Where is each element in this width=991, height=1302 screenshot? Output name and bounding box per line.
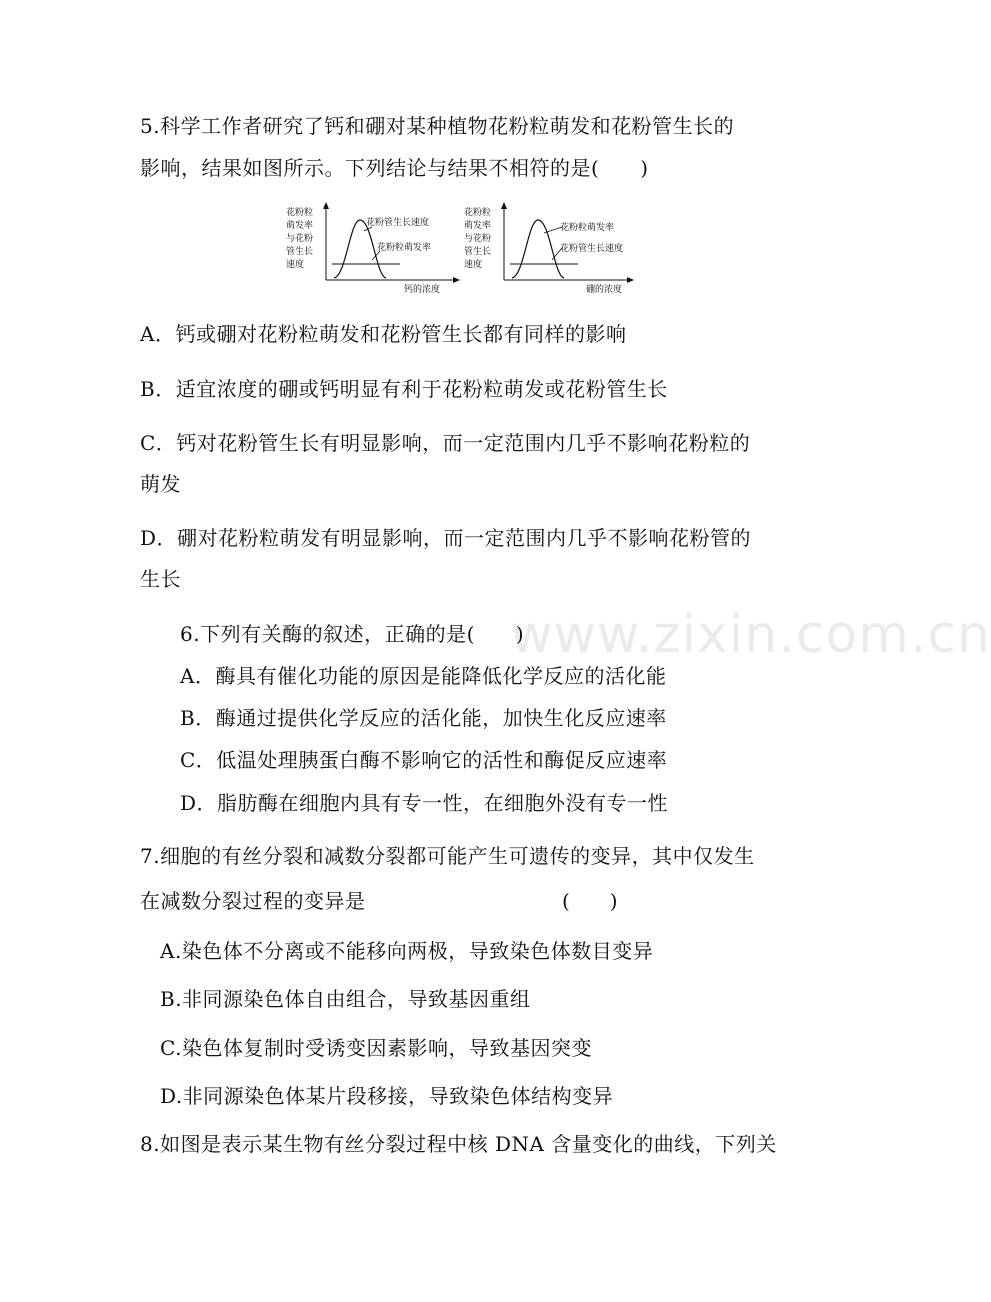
q5-figure-right-panel — [464, 202, 634, 295]
q5-stem-line2: 影响，结果如图所示。下列结论与结果不相符的是( ) — [140, 156, 649, 180]
q5-option-c-line1: C．钙对花粉管生长有明显影响，而一定范围内几乎不影响花粉粒的 — [140, 431, 751, 455]
right-y-arrow — [501, 202, 507, 209]
right-xlabel: 硼的浓度 — [586, 285, 623, 295]
q6-option-d: D．脂肪酶在细胞内具有专一性，在细胞外没有专一性 — [180, 791, 669, 815]
q7-stem-line1: 7.细胞的有丝分裂和减数分裂都可能产生可遗传的变异，其中仅发生 — [140, 844, 755, 868]
q5-figure-left-panel — [286, 202, 460, 295]
q5-option-b: B．适宜浓度的硼或钙明显有利于花粉粒萌发或花粉管生长 — [140, 377, 668, 401]
right-ylabel-5: 速度 — [464, 260, 483, 270]
left-ylabel-1: 花粉粒 — [286, 208, 314, 218]
q6-option-a: A．酶具有催化功能的原因是能降低化学反应的活化能 — [180, 664, 667, 688]
q7-option-b: B.非同源染色体自由组合，导致基因重组 — [160, 987, 531, 1011]
left-y-arrow — [323, 202, 329, 209]
left-ylabel-4: 管生长 — [286, 247, 314, 257]
q5-option-d-line2: 生长 — [140, 567, 181, 591]
right-ylabel-1: 花粉粒 — [464, 208, 492, 218]
q6-option-c: C．低温处理胰蛋白酶不影响它的活性和酶促反应速率 — [180, 748, 668, 772]
q6-option-b: B．酶通过提供化学反应的活化能，加快生化反应速率 — [180, 706, 667, 730]
q5-figure — [280, 200, 650, 300]
q7-stem-line2: 在减数分裂过程的变异是 — [140, 889, 366, 913]
q7-answer-paren: ( ) — [562, 889, 618, 913]
q7-option-d: D.非同源染色体某片段移接，导致染色体结构变异 — [160, 1084, 614, 1108]
q7-option-c: C.染色体复制时受诱变因素影响，导致基因突变 — [160, 1036, 592, 1060]
q5-stem-line1: 5.科学工作者研究了钙和硼对某种植物花粉粒萌发和花粉管生长的 — [140, 114, 735, 138]
q7-option-a: A.染色体不分离或不能移向两极，导致染色体数目变异 — [160, 939, 654, 963]
q5-option-a: A．钙或硼对花粉粒萌发和花粉管生长都有同样的影响 — [140, 322, 627, 346]
q8-stem-line1: 8.如图是表示某生物有丝分裂过程中核 DNA 含量变化的曲线，下列关 — [140, 1132, 777, 1156]
left-ylabel-5: 速度 — [286, 260, 305, 270]
watermark: www.zixin.com.cn — [510, 605, 991, 665]
left-ylabel-3: 与花粉 — [286, 234, 314, 244]
left-x-arrow — [453, 277, 460, 283]
right-line-label: 花粉管生长速度 — [560, 244, 624, 254]
right-ylabel-4: 管生长 — [464, 247, 492, 257]
right-ylabel-2: 萌发率 — [464, 221, 492, 231]
left-ylabel-2: 萌发率 — [286, 221, 314, 231]
left-xlabel: 钙的浓度 — [404, 285, 441, 295]
q5-option-d-line1: D．硼对花粉粒萌发有明显影响，而一定范围内几乎不影响花粉管的 — [140, 526, 752, 550]
right-x-arrow — [627, 277, 634, 283]
q6-stem: 6.下列有关酶的叙述，正确的是( ) — [180, 622, 525, 646]
left-line-label: 花粉粒萌发率 — [377, 243, 432, 253]
right-curve-label: 花粉粒萌发率 — [560, 223, 615, 233]
right-ylabel-3: 与花粉 — [464, 234, 492, 244]
left-curve-label: 花粉管生长速度 — [366, 218, 430, 228]
q5-option-c-line2: 萌发 — [140, 472, 181, 496]
